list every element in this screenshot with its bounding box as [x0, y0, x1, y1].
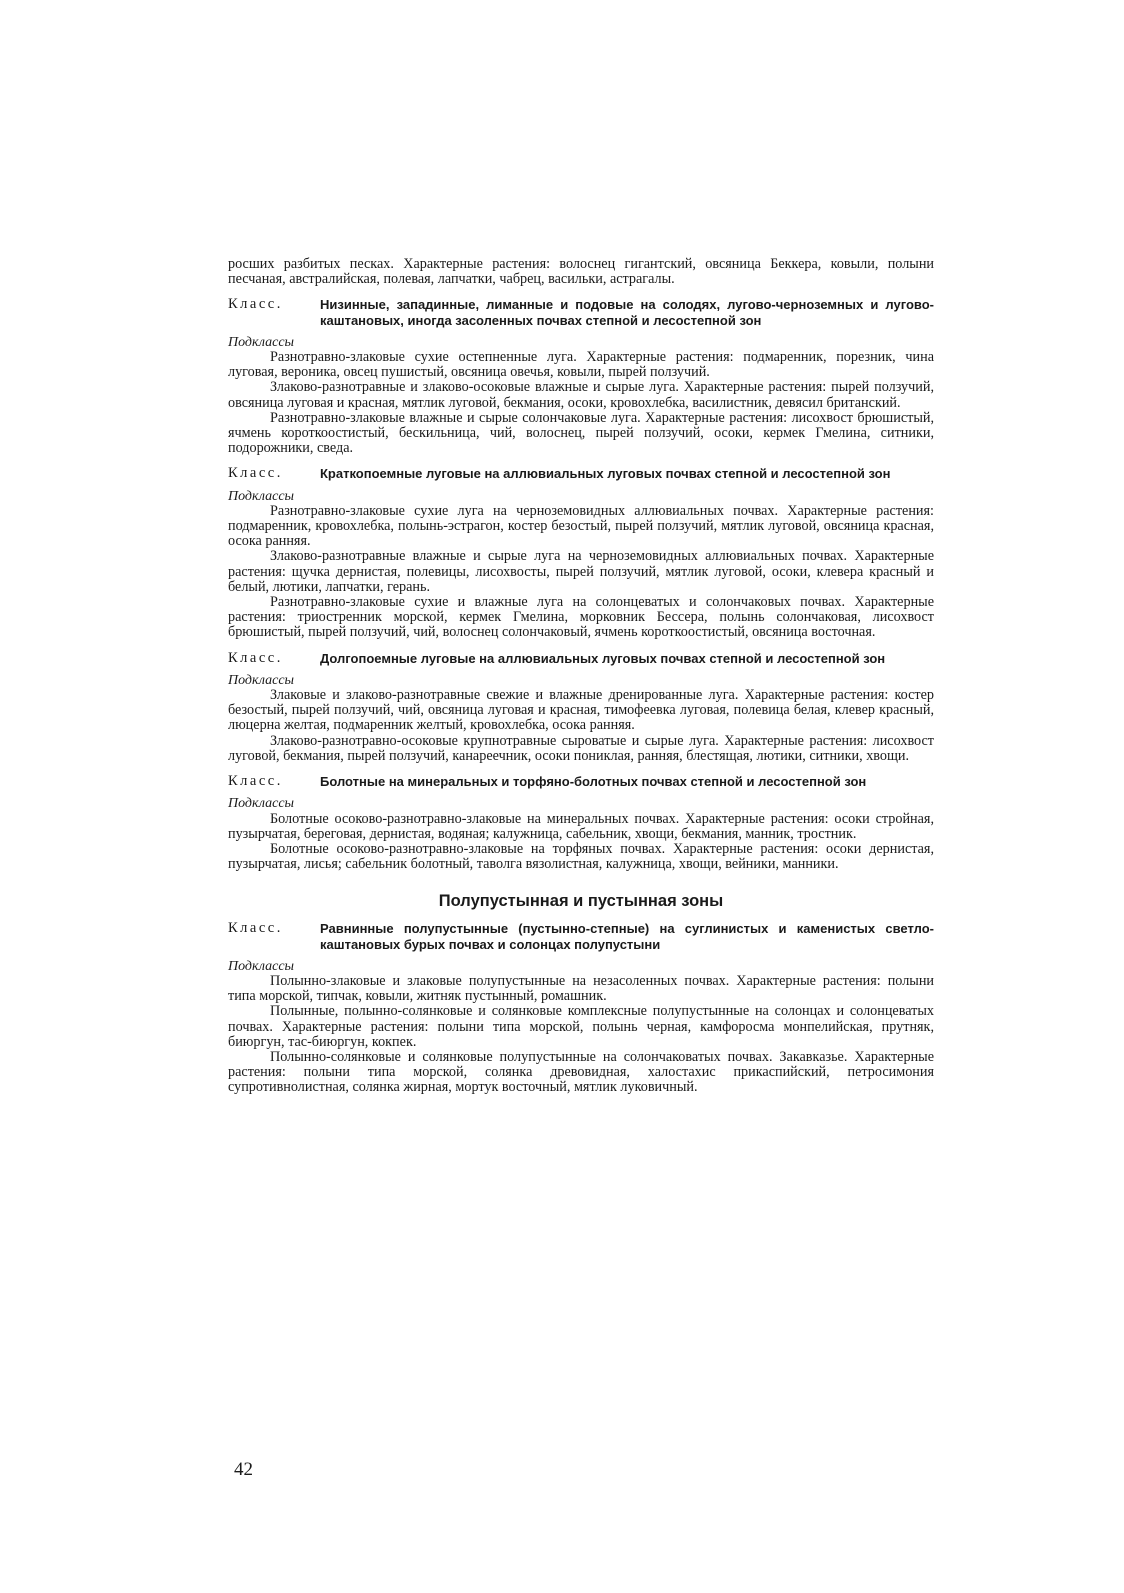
- subclass-paragraph: Разнотравно-злаковые сухие и влажные луга на солонцеватых и солончаковых почвах. Характерные растения: триостренник морской, кермек Гмелина, морковник Бессера, полынь солончаковая, лисохвост брюшистый, пырей ползучий, чий, волоснец солончаковый, ячмень короткоостистый, овсяница восточная.: [228, 594, 934, 641]
- subclass-paragraph: Злаково-разнотравно-осоковые крупнотравные сыроватые и сырые луга. Характерные растения: лисохвост луговой, бекмания, пырей ползучий, канареечник, осоки пониклая, ранняя, блестящая, лютики, ситники, хвощи.: [228, 732, 934, 764]
- class-heading: [228, 466, 934, 481]
- class-heading: [228, 774, 934, 789]
- subclass-paragraph: Болотные осоково-разнотравно-злаковые на минеральных почвах. Характерные растения: осоки стройная, пузырчатая, береговая, дернистая, водяная; калужница, сабельник, хвощи, бекмания, манник, тростник.: [228, 810, 934, 842]
- class-label: Класс.: [228, 465, 283, 482]
- subclass-paragraph: Злаково-разнотравные влажные и сырые луга на черноземовидных аллювиальных почвах. Характерные растения: щучка дернистая, полевицы, лисохвосты, пырей ползучий, мятлик луговой, осоки, клевера красный и белый, лютики, лапчатки, герань.: [228, 548, 934, 595]
- class-title: Болотные на минеральных и торфяно-болотных почвах степной и лесостепной зон: [320, 774, 867, 790]
- subclass-paragraph: Разнотравно-злаковые сухие луга на черноземовидных аллювиальных почвах. Характерные растения: подмаренник, кровохлебка, полынь-эстрагон, костер безостый, пырей ползучий, мятлик луговой, овсяница красная, осока ранняя.: [228, 502, 934, 550]
- class-heading: [228, 651, 934, 666]
- subclasses-label: Подклассы: [228, 334, 295, 350]
- class-title: Низинные, западинные, лиманные и подовые на солодях, лугово-черноземных и лугово-каштановых, иногда засоленных почвах степной и лесостепной зон: [320, 297, 934, 328]
- subclass-paragraph: Болотные осоково-разнотравно-злаковые на торфяных почвах. Характерные растения: осоки дернистая, пузырчатая, лисья; сабельник болотный, таволга вязолистная, калужница, хвощи, вейники, манники.: [228, 840, 934, 873]
- intro-paragraph: росших разбитых песках. Характерные растения: волоснец гигантский, овсяница Беккера, ковыли, полыни песчаная, австралийская, полевая, лапчатки, чабрец, васильки, астрагалы.: [228, 256, 934, 288]
- subclass-paragraph: Злаковые и злаково-разнотравные свежие и влажные дренированные луга. Характерные растения: костер безостый, пырей ползучий, чий, овсяница луговая и красная, тимофеевка луговая, полевица белая, клевер красный, люцерна желтая, подмаренник желтый, кровохлебка, осока ранняя.: [228, 687, 934, 734]
- subclasses-label: Подклассы: [228, 796, 295, 812]
- class-title: Долгопоемные луговые на аллювиальных луговых почвах степной и лесостепной зон: [320, 650, 886, 666]
- subclass-paragraph: Разнотравно-злаковые сухие остепненные луга. Характерные растения: подмаренник, порезник, чина луговая, вероника, овсец пушистый, овсяница овечья, ковыли, пырей ползучий.: [228, 349, 934, 381]
- subclasses-label: Подклассы: [228, 488, 295, 504]
- subclasses-label: Подклассы: [228, 672, 295, 688]
- class-heading: [228, 921, 934, 951]
- section-title: Полупустынная и пустынная зоны: [438, 892, 724, 911]
- page-number: 42: [234, 1459, 253, 1480]
- subclass-paragraph: Полынные, полынно-солянковые и солянковые комплексные полупустынные на солонцах и солонцеватых почвах. Характерные растения: полыни типа морской, полынь черная, камфоросма монпелийская, прутняк, биюргун, тас-биюргун, кокпек.: [228, 1003, 934, 1050]
- class-label: Класс.: [228, 649, 283, 666]
- class-label: Класс.: [228, 296, 283, 313]
- subclass-paragraph: Разнотравно-злаковые влажные и сырые солончаковые луга. Характерные растения: лисохвост брюшистый, ячмень короткоостистый, бескильница, чий, волоснец, пырей ползучий, осоки, кермек Гмелина, ситники, подорожники, сведа.: [228, 409, 934, 457]
- class-label: Класс.: [228, 773, 283, 790]
- class-heading: [228, 297, 934, 327]
- class-label: Класс.: [228, 920, 283, 937]
- class-title: Равнинные полупустынные (пустынно-степные) на суглинистых и каменистых светло-каштановых бурых почвах и солонцах полупустыни: [320, 921, 934, 952]
- subclass-paragraph: Полынно-злаковые и злаковые полупустынные на незасоленных почвах. Характерные растения: полыни типа морской, типчак, ковыли, житняк пустынный, ромашник.: [228, 972, 934, 1005]
- subclasses-label: Подклассы: [228, 958, 295, 974]
- subclass-paragraph: Полынно-солянковые и солянковые полупустынные на солончаковатых почвах. Закавказье. Характерные растения: полыни типа морской, солянка древовидная, халостахис прикаспийский, петросимония супротивнолистная, солянка жирная, мортук восточный, мятлик луковичный.: [228, 1048, 934, 1096]
- page-content: [228, 257, 934, 1096]
- class-title: Краткопоемные луговые на аллювиальных луговых почвах степной и лесостепной зон: [320, 466, 891, 482]
- subclass-paragraph: Злаково-разнотравные и злаково-осоковые влажные и сырые луга. Характерные растения: пырей ползучий, овсяница луговая и красная, мятлик луговой, бекмания, осоки, кровохлебка, василистник, девясил британский.: [228, 379, 934, 411]
